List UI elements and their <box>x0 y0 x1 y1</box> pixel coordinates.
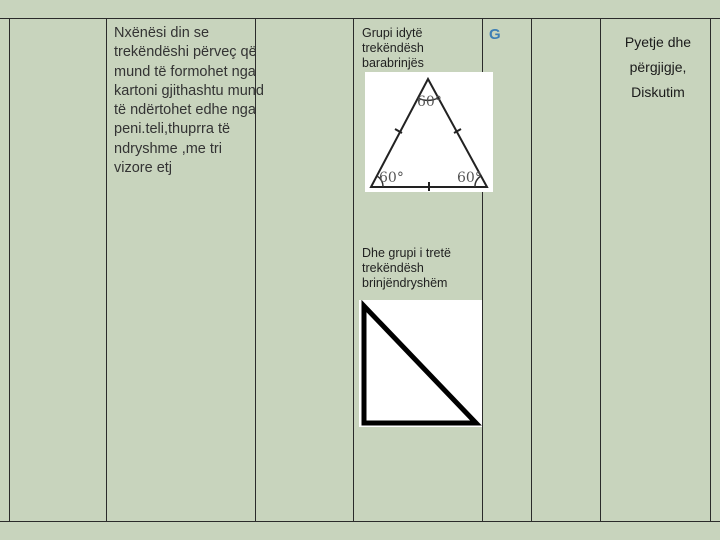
closing-text: Pyetje dhe përgjigje, Diskutim <box>624 34 692 100</box>
group-two-title: Grupi idytë trekëndësh barabrinjës <box>362 26 424 70</box>
column-divider <box>531 18 532 522</box>
scalene-triangle <box>364 306 476 423</box>
equilateral-triangle-svg <box>365 72 493 192</box>
group-three-title: Dhe grupi i tretë trekëndësh brinjëndryshëm <box>362 246 451 290</box>
column-divider <box>9 18 10 522</box>
column-divider <box>710 18 711 522</box>
scalene-triangle-figure <box>359 300 482 427</box>
description-text: Nxënësi din se trekëndëshi përveç që mund të formohet nga kartoni gjithashtu mund të ndërtohet edhe nga peni.teli,thuprra të ndryshme ,me tri vizore etj <box>114 25 264 177</box>
angle-label-top: 60° <box>417 94 442 110</box>
angle-label-bottom-right: 60° <box>457 170 482 186</box>
angle-label-bottom-left: 60° <box>379 170 404 186</box>
equilateral-triangle-figure <box>365 72 493 192</box>
column-divider <box>600 18 601 522</box>
scalene-triangle-svg <box>359 300 482 427</box>
column-divider <box>353 18 354 522</box>
letter-g: G <box>489 26 501 43</box>
column-divider <box>106 18 107 522</box>
